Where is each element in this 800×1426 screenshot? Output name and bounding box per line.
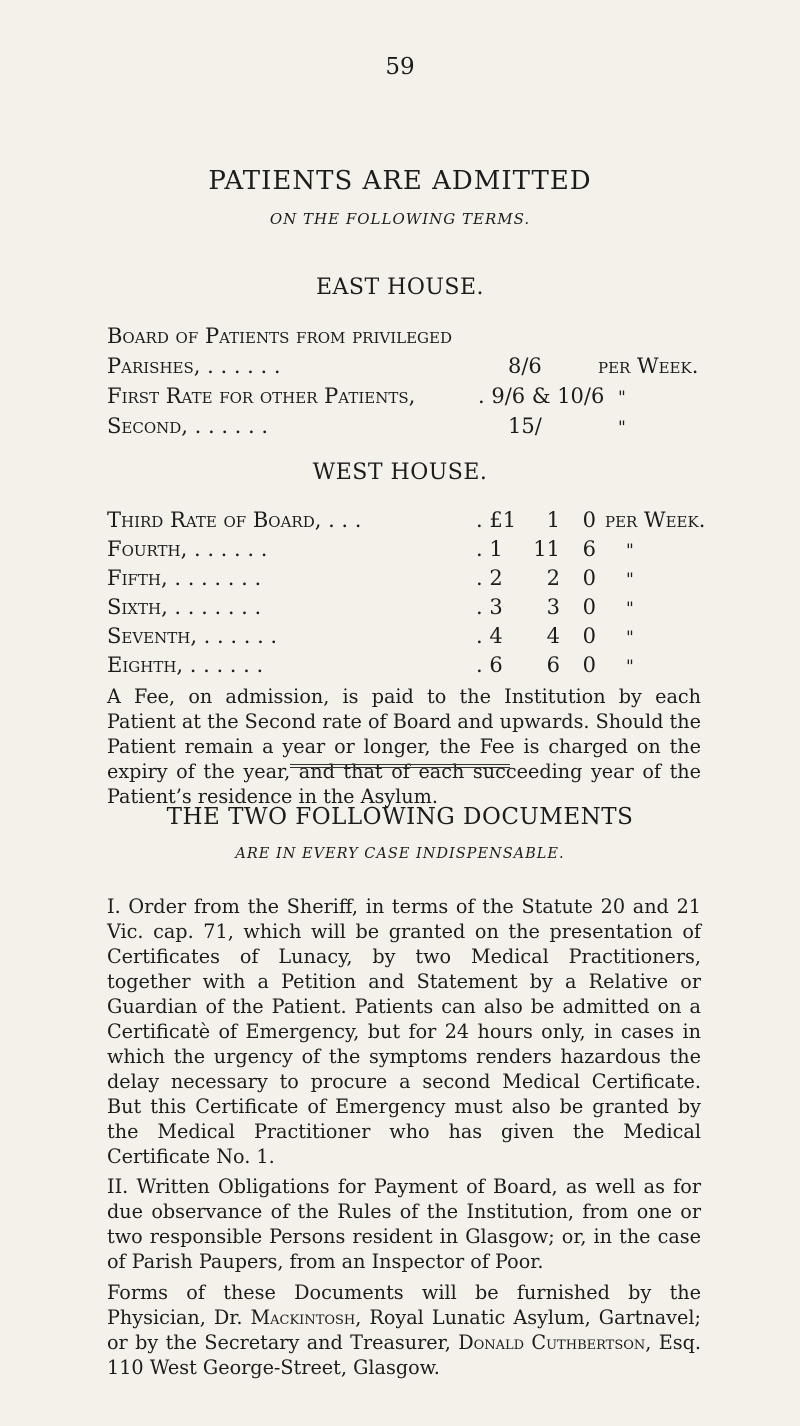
east-line-2-value: 8/6 xyxy=(508,354,542,378)
west-row-label: Eighth, . . . . . . xyxy=(107,653,264,677)
west-row-pence: 0 xyxy=(582,566,596,590)
west-row-pounds: . £1 xyxy=(476,508,517,532)
divider-rule xyxy=(290,764,510,765)
west-row-pence: 0 xyxy=(582,624,596,648)
west-row-label: Seventh, . . . . . . xyxy=(107,624,278,648)
east-house-title: EAST HOUSE. xyxy=(315,275,485,300)
west-ditto: " xyxy=(626,570,634,590)
west-row-label: Sixth, . . . . . . . xyxy=(107,595,262,619)
east-line-1: Board of Patients from privileged xyxy=(107,324,453,348)
secretary-name: Donald Cuthbertson xyxy=(458,1331,646,1354)
west-row-shillings: 3 xyxy=(546,595,560,619)
forms-paragraph xyxy=(107,1280,701,1380)
documents-subheading: ARE IN EVERY CASE INDISPENSABLE. xyxy=(235,846,565,862)
west-row-shillings: 2 xyxy=(546,566,560,590)
main-subheading: ON THE FOLLOWING TERMS. xyxy=(269,210,531,228)
east-ditto-2: " xyxy=(618,418,626,438)
forms-text-3: , Esq. 110 West George-Street, Glasgow. xyxy=(107,1331,701,1379)
west-row-shillings: 6 xyxy=(546,653,560,677)
west-row-pounds: . 2 xyxy=(476,566,503,590)
west-ditto: " xyxy=(626,599,634,619)
main-heading: PATIENTS ARE ADMITTED xyxy=(208,166,592,196)
east-ditto-1: " xyxy=(618,388,626,408)
east-line-4-value: 15/ xyxy=(508,414,542,438)
page-number: 59 xyxy=(385,54,415,80)
west-row-pence: 6 xyxy=(582,537,596,561)
forms-text-1: Forms of these Documents will be furnished by the Physician, Dr. xyxy=(107,1281,701,1329)
west-row-pence: 0 xyxy=(582,653,596,677)
west-row-pounds: . 3 xyxy=(476,595,503,619)
west-ditto: " xyxy=(626,628,634,648)
divider-rule xyxy=(290,767,510,768)
west-row-label: Fifth, . . . . . . . xyxy=(107,566,262,590)
west-row-pounds: . 6 xyxy=(476,653,503,677)
document-two-paragraph: II. Written Obligations for Payment of Board, as well as for due observance of the Rules of the Institution, from one or two responsible Persons resident in Glasgow; or, in the case of Parish Paupers, from an Inspector of Poor. xyxy=(107,1175,701,1273)
west-row-label: Third Rate of Board, . . . xyxy=(107,508,362,532)
west-ditto: " xyxy=(626,657,634,677)
west-row-pounds: . 4 xyxy=(476,624,503,648)
documents-heading: THE TWO FOLLOWING DOCUMENTS xyxy=(166,804,634,830)
east-line-4: Second, . . . . . . xyxy=(107,414,269,438)
east-line-2: Parishes, . . . . . . xyxy=(107,354,281,378)
west-house-title: WEST HOUSE. xyxy=(312,460,488,485)
west-row-shillings: 11 xyxy=(533,537,560,561)
fee-paragraph: A Fee, on admission, is paid to the Institution by each Patient at the Second rate of Board and upwards. Should the Patient remain a year or longer, the Fee is charged on the expiry of the year, and that of each succeeding year of the Patient’s residence in the Asylum. xyxy=(107,685,701,808)
physician-name: Mackintosh xyxy=(250,1306,356,1329)
document-one-paragraph: I. Order from the Sheriff, in terms of the Statute 20 and 21 Vic. cap. 71, which will be granted on the presentation of Certificates of Lunacy, by two Medical Practitioners, together with a Petition and Statement by a Relative or Guardian of the Patient. Patients can also be admitted on a Certificatè of Emergency, but for 24 hours only, in cases in which the urgency of the symptoms renders hazardous the delay necessary to procure a second Medical Certificate. But this Certificate of Emergency must also be granted by the Medical Practitioner who has given the Medical Certificate No. 1. xyxy=(107,895,701,1168)
east-per-week: per Week. xyxy=(598,354,699,378)
west-ditto: " xyxy=(626,541,634,561)
west-row-pence: 0 xyxy=(582,595,596,619)
west-row-pence: 0 xyxy=(582,508,596,532)
east-line-3-value: . 9/6 & 10/6 xyxy=(478,384,605,408)
forms-text-2: , Royal Lunatic Asylum, Gartnavel; or by the Secretary and Treasurer, xyxy=(107,1306,701,1354)
east-line-3: First Rate for other Patients, xyxy=(107,384,416,408)
west-row-label: Fourth, . . . . . . xyxy=(107,537,268,561)
west-row-pounds: . 1 xyxy=(476,537,503,561)
west-per-week: per Week. xyxy=(605,508,706,532)
west-row-shillings: 4 xyxy=(546,624,560,648)
west-row-shillings: 1 xyxy=(546,508,560,532)
